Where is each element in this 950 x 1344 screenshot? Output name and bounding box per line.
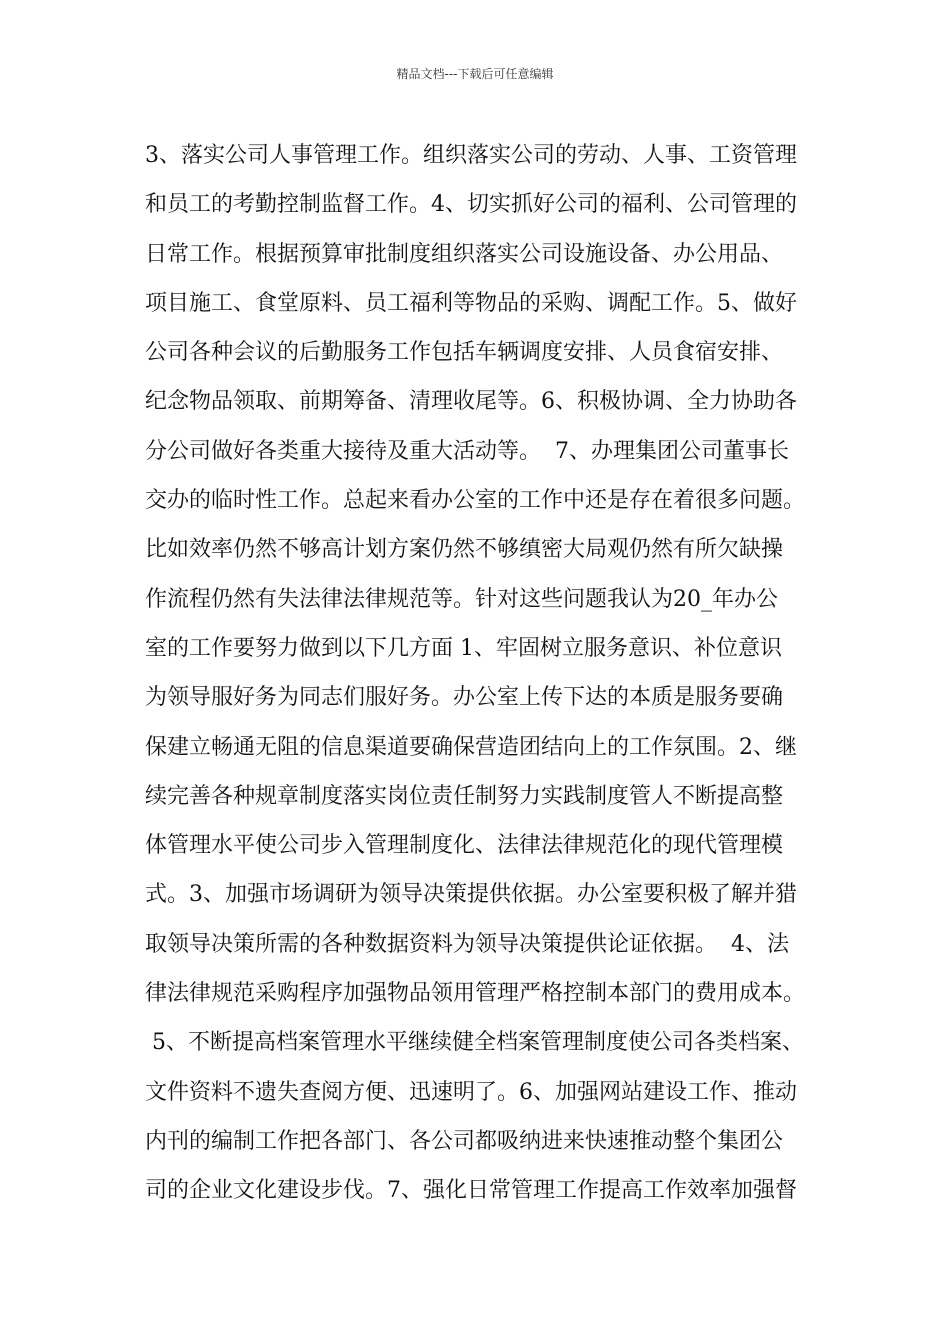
text-line: 分公司做好各类重大接待及重大活动等。 7、办理集团公司董事长	[145, 438, 789, 464]
text-line: 续完善各种规章制度落实岗位责任制努力实践制度管人不断提高整	[145, 783, 784, 809]
text-line: 和员工的考勤控制监督工作。4、切实抓好公司的福利、公司管理的	[145, 192, 797, 218]
text-line: 作流程仍然有失法律法律规范等。针对这些问题我认为20_年办公	[145, 586, 778, 612]
text-line: 式。3、加强市场调研为领导决策提供依据。办公室要积极了解并猎	[145, 882, 797, 908]
text-line: 纪念物品领取、前期筹备、清理收尾等。6、积极协调、全力协助各	[145, 389, 797, 415]
text-line: 公司各种会议的后勤服务工作包括车辆调度安排、人员食宿安排、	[145, 340, 784, 366]
text-line: 比如效率仍然不够高计划方案仍然不够缜密大局观仍然有所欠缺操	[145, 537, 784, 563]
text-line: 律法律规范采购程序加强物品领用管理严格控制本部门的费用成本。	[145, 981, 806, 1007]
body-text	[145, 131, 845, 1216]
text-line: 取领导决策所需的各种数据资料为领导决策提供论证依据。 4、法	[145, 931, 789, 957]
text-line: 5、不断提高档案管理水平继续健全档案管理制度使公司各类档案、	[145, 1030, 804, 1056]
text-line: 保建立畅通无阻的信息渠道要确保营造团结向上的工作氛围。2、继	[145, 734, 797, 760]
text-line: 文件资料不遗失查阅方便、迅速明了。6、加强网站建设工作、推动	[145, 1079, 797, 1105]
text-line: 项目施工、食堂原料、员工福利等物品的采购、调配工作。5、做好	[145, 290, 797, 316]
page-header: 精品文档---下载后可任意编辑	[396, 67, 554, 81]
text-line: 3、落实公司人事管理工作。组织落实公司的劳动、人事、工资管理	[145, 143, 797, 168]
text-line: 体管理水平使公司步入管理制度化、法律法律规范化的现代管理模	[145, 833, 784, 859]
text-line: 日常工作。根据预算审批制度组织落实公司设施设备、办公用品、	[145, 241, 784, 267]
text-line: 交办的临时性工作。总起来看办公室的工作中还是存在着很多问题。	[145, 488, 806, 514]
text-line: 内刊的编制工作把各部门、各公司都吸纳进来快速推动整个集团公	[145, 1128, 784, 1154]
text-line: 室的工作要努力做到以下几方面 1、牢固树立服务意识、补位意识	[145, 635, 782, 661]
text-line: 司的企业文化建设步伐。7、强化日常管理工作提高工作效率加强督	[145, 1178, 797, 1204]
text-line: 为领导服好务为同志们服好务。办公室上传下达的本质是服务要确	[145, 685, 784, 711]
